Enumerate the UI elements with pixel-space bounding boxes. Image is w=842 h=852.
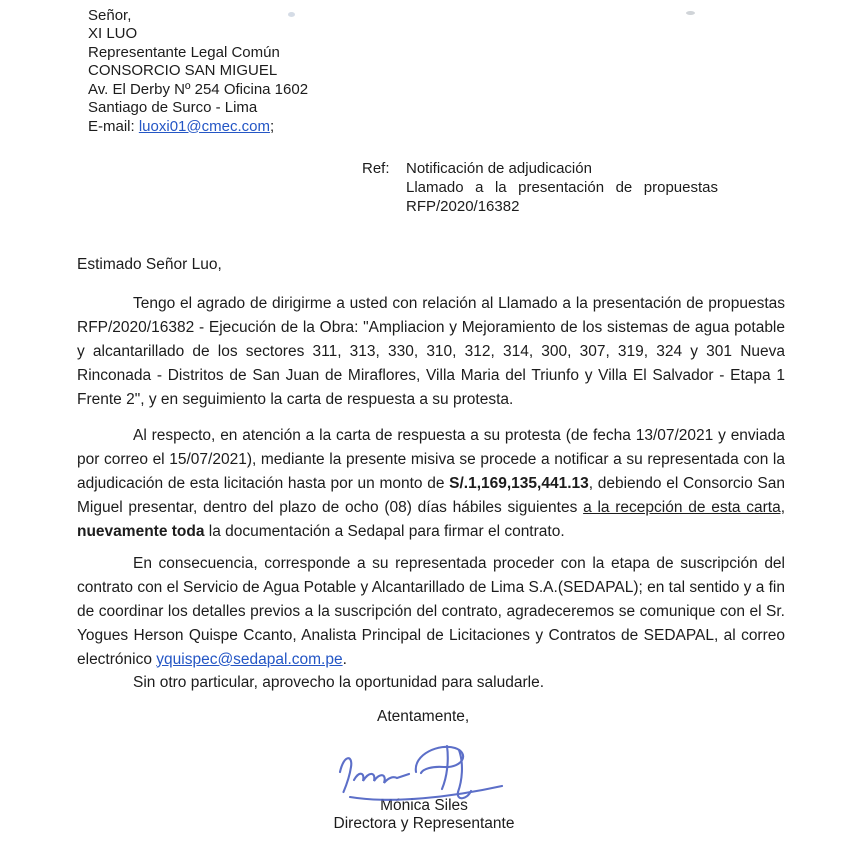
reference-line-3: RFP/2020/16382 (406, 198, 520, 215)
p2-text-c: la documentación a Sedapal para firmar el contrato. (204, 522, 565, 540)
signature-scribble-icon (330, 741, 510, 809)
paragraph-3 (77, 552, 785, 672)
p3-text-b: . (342, 650, 347, 668)
contact-email-link[interactable]: yquispec@sedapal.com.pe (156, 650, 343, 668)
p2-amount-bold: S/.1,169,135,441.13 (449, 474, 589, 492)
recipient-address-block (88, 7, 308, 136)
recipient-email-line (88, 118, 308, 136)
paragraph-2 (77, 424, 785, 544)
email-label: E-mail: (88, 117, 139, 135)
signatory-name: Mónica Siles (380, 797, 468, 814)
recipient-company: CONSORCIO SAN MIGUEL (88, 62, 278, 80)
p2-text-a: Al respecto, en atención a la carta de respuesta a su protesta (de fecha 13/07/2021 y enviada por correo el 15/07/2021), mediante la presente misiva se procede a notificar a su representada con la adjudicación de esta licitación hasta por un monto de (77, 427, 785, 492)
email-suffix: ; (269, 117, 275, 135)
scan-artifact-dot (686, 11, 695, 15)
recipient-honorific: Señor, (88, 7, 132, 24)
reference-block (362, 159, 718, 216)
reference-label: Ref: (362, 160, 390, 177)
p2-text-b: , debiendo el Consorcio San Miguel presentar, dentro del plazo de ocho (08) días hábiles siguientes (77, 474, 785, 516)
recipient-role: Representante Legal Común (88, 43, 280, 61)
recipient-name: XI LUO (88, 25, 138, 43)
p2-bold-phrase: nuevamente toda (77, 522, 205, 540)
p2-underlined-phrase: a la recepción de esta carta, (583, 498, 786, 516)
paragraph-1-text: Tengo el agrado de dirigirme a usted con relación al Llamado a la presentación de propuestas RFP/2020/16382 - Ejecución de la Obra: "Ampliacion y Mejoramiento de los sistemas de agua potable y alcantarillado de los sectores 311, 313, 330, 310, 312, 314, 300, 307, 319, 324 y 301 Nueva Rinconada - Distritos de San Juan de Miraflores, Villa Maria del Triunfo y Villa El Salvador - Etapa 1 Frente 2", y en seguimiento la carta de respuesta a su protesta. (77, 295, 785, 408)
reference-line-2: Llamado a la presentación de propuestas (406, 179, 718, 196)
p3-text-a: En consecuencia, corresponde a su representada proceder con la etapa de suscripción del contrato con el Servicio de Agua Potable y Alcantarillado de Lima S.A.(SEDAPAL); en tal sentido y a fin de coordinar los detalles previos a la suscripción del contrato, agradeceremos se comunique con el Sr. Yogues Herson Quispe Ccanto, Analista Principal de Licitaciones y Contratos de SEDAPAL, al correo electrónico (77, 555, 785, 668)
signatory-title: Directora y Representante (333, 815, 515, 832)
paragraph-1 (77, 292, 785, 412)
reference-line-1: Notificación de adjudicación (406, 160, 592, 177)
reference-lines (406, 159, 718, 216)
salutation: Estimado Señor Luo, (77, 256, 222, 273)
recipient-address-line2: Santiago de Surco - Lima (88, 99, 258, 117)
recipient-email-link[interactable]: luoxi01@cmec.com (138, 117, 270, 135)
valediction: Atentamente, (377, 708, 470, 725)
recipient-address-line1: Av. El Derby Nº 254 Oficina 1602 (88, 80, 309, 98)
closing-line: Sin otro particular, aprovecho la oportunidad para saludarle. (133, 674, 545, 691)
